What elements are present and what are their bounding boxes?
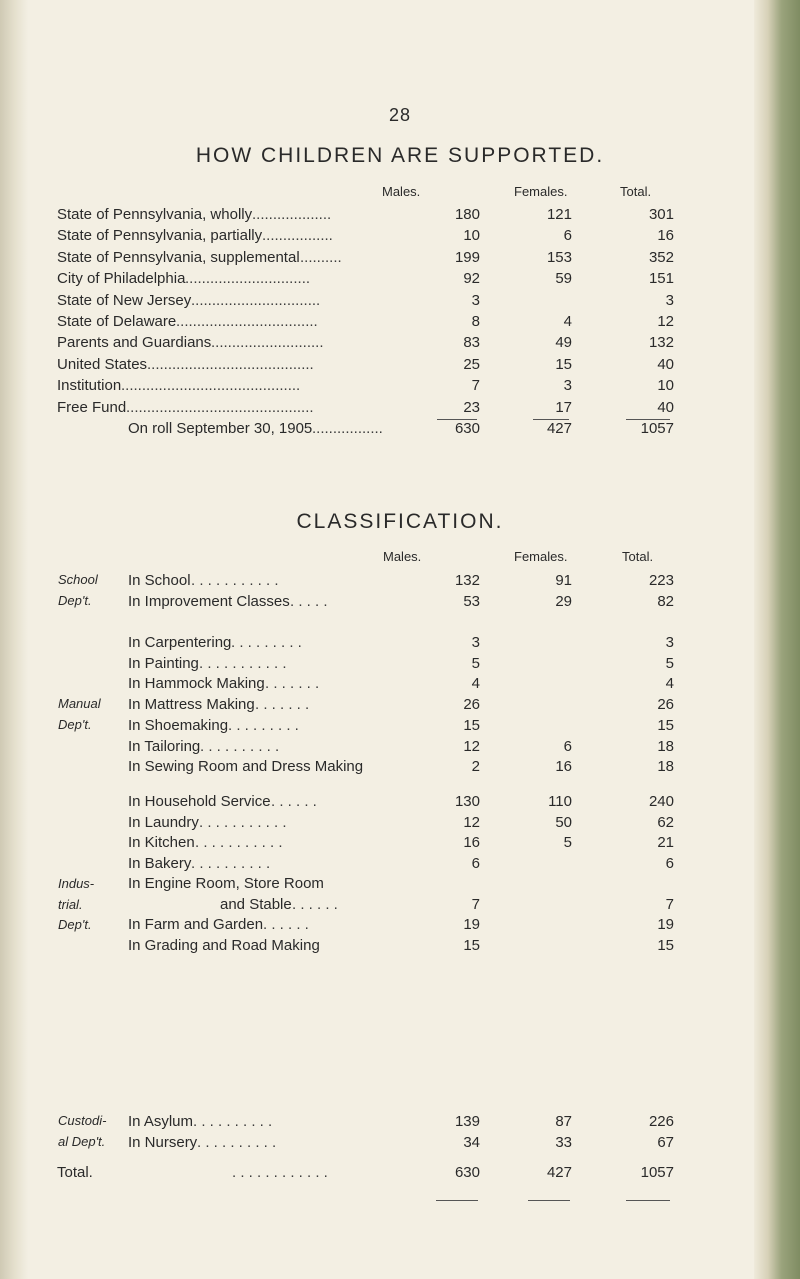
total-value: 223 xyxy=(648,572,674,589)
support-row xyxy=(0,334,800,354)
classification-row xyxy=(0,834,800,854)
males-value: 130 xyxy=(454,793,480,810)
classification-row xyxy=(0,896,800,916)
leader-dots: . . . . . . . . . . . xyxy=(195,834,283,851)
classification-row xyxy=(0,1113,800,1133)
row-label: State of Pennsylvania, supplemental xyxy=(57,248,300,266)
males-value: 34 xyxy=(463,1133,480,1151)
total-value: 3 xyxy=(665,291,674,309)
row-label: In Shoemaking xyxy=(128,716,229,734)
classification-row xyxy=(0,758,800,778)
row-label: Parents and Guardians xyxy=(57,334,212,352)
row-label: State of Delaware xyxy=(57,313,177,330)
total-rule-females xyxy=(528,1200,570,1201)
classification-row xyxy=(0,793,800,813)
females-value: 50 xyxy=(555,813,572,831)
males-value: 2 xyxy=(471,758,480,776)
col-header-total-2: Total. xyxy=(622,549,654,564)
col-header-males: Males. xyxy=(382,184,421,199)
row-label: In Household Service xyxy=(128,793,271,810)
col-header-males-2: Males. xyxy=(383,549,422,564)
females-value: 59 xyxy=(555,270,572,288)
classification-row xyxy=(0,1134,800,1154)
females-value: 110 xyxy=(548,793,572,810)
department-label: School xyxy=(58,572,98,587)
total-value: 352 xyxy=(648,248,674,266)
males-value: 6 xyxy=(471,854,480,872)
leader-dots: . . . . . . xyxy=(263,916,309,933)
row-label: In Hammock Making xyxy=(128,675,265,693)
total-value: 1057 xyxy=(640,420,674,437)
females-value: 3 xyxy=(563,377,572,395)
leader-dots: . . . . . . . . . . . xyxy=(199,813,287,831)
males-value: 15 xyxy=(463,716,480,734)
support-row xyxy=(0,270,800,290)
section-title-classification: CLASSIFICATION. xyxy=(296,510,504,533)
classification-row xyxy=(0,655,800,675)
department-label: Dep't. xyxy=(58,592,92,608)
leader-dots: . . . . . . . . . xyxy=(228,716,299,734)
males-value: 92 xyxy=(463,270,480,288)
total-value: 132 xyxy=(648,334,674,352)
females-value: 15 xyxy=(555,355,572,373)
total-value: 240 xyxy=(648,793,674,810)
leader-dots: . . . . . . . . . . . . xyxy=(232,1164,328,1181)
row-label: In Engine Room, Store Room xyxy=(128,875,324,892)
males-value: 16 xyxy=(463,834,480,851)
classification-row xyxy=(0,717,800,737)
support-row xyxy=(0,227,800,247)
males-value: 53 xyxy=(463,592,480,610)
males-value: 7 xyxy=(471,895,480,913)
leader-dots: ............................... xyxy=(191,291,321,309)
total-value: 5 xyxy=(665,654,674,672)
classification-row xyxy=(0,634,800,654)
row-label: In Nursery xyxy=(128,1133,198,1151)
row-label: City of Philadelphia xyxy=(57,270,186,288)
row-label: State of Pennsylvania, wholly xyxy=(57,206,253,223)
page-number: 28 xyxy=(388,105,412,125)
department-label: Dep't. xyxy=(58,716,92,732)
row-label: In Improvement Classes xyxy=(128,592,290,610)
leader-dots: ................. xyxy=(262,227,333,245)
males-value: 199 xyxy=(454,248,480,266)
males-value: 139 xyxy=(454,1113,480,1130)
support-row xyxy=(0,313,800,333)
row-label: In Kitchen xyxy=(128,834,195,851)
support-row xyxy=(0,206,800,226)
sum-rule-total xyxy=(626,419,670,420)
row-label: In School xyxy=(128,572,191,589)
total-value: 15 xyxy=(657,716,674,734)
row-label: In Tailoring xyxy=(128,737,201,755)
support-row xyxy=(0,399,800,419)
males-value: 26 xyxy=(463,696,480,714)
sum-rule-females xyxy=(533,419,569,420)
total-value: 82 xyxy=(657,592,674,610)
total-value: 18 xyxy=(657,737,674,755)
row-label: State of Pennsylvania, partially xyxy=(57,227,263,245)
total-rule-males xyxy=(436,1200,478,1201)
department-label: trial. xyxy=(58,896,83,912)
total-value: 151 xyxy=(648,270,674,288)
col-header-females-2: Females. xyxy=(514,549,568,564)
males-value: 4 xyxy=(471,675,480,693)
classification-row xyxy=(0,696,800,716)
males-value: 180 xyxy=(454,206,480,223)
females-value: 6 xyxy=(563,227,572,245)
leader-dots: .................................. xyxy=(176,313,318,330)
males-value: 3 xyxy=(471,634,480,651)
females-value: 17 xyxy=(555,398,572,416)
males-value: 15 xyxy=(463,936,480,954)
col-header-females: Females. xyxy=(514,184,568,199)
leader-dots: . . . . . . . . . . . xyxy=(199,654,287,672)
support-row xyxy=(0,377,800,397)
females-value: 33 xyxy=(555,1133,572,1151)
females-value: 4 xyxy=(563,313,572,330)
department-label: Dep't. xyxy=(58,917,92,932)
sum-rule-males xyxy=(437,419,477,420)
department-label: al Dep't. xyxy=(58,1133,106,1149)
leader-dots: . . . . . . . . . . xyxy=(191,854,271,872)
leader-dots: . . . . . . . . . . xyxy=(200,737,280,755)
males-value: 630 xyxy=(454,1164,480,1181)
col-header-total: Total. xyxy=(620,184,652,199)
leader-dots: ........................................ xyxy=(147,355,314,373)
females-value: 49 xyxy=(555,334,572,352)
row-label: In Mattress Making xyxy=(128,696,255,714)
leader-dots: . . . . . . . . . . . xyxy=(191,572,279,589)
row-label: On roll September 30, 1905 xyxy=(128,420,313,437)
males-value: 3 xyxy=(471,291,480,309)
males-value: 5 xyxy=(471,654,480,672)
classification-row xyxy=(0,916,800,936)
total-value: 10 xyxy=(657,377,674,395)
leader-dots: . . . . . . . . . . xyxy=(193,1113,273,1130)
males-value: 12 xyxy=(463,813,480,831)
row-label: In Grading and Road Making xyxy=(128,936,320,954)
total-value: 16 xyxy=(657,227,674,245)
total-value: 6 xyxy=(665,854,674,872)
males-value: 12 xyxy=(463,737,480,755)
total-value: 1057 xyxy=(640,1164,674,1181)
total-value: 67 xyxy=(657,1133,674,1151)
leader-dots: ................... xyxy=(252,206,332,223)
classification-row xyxy=(0,593,800,613)
total-value: 301 xyxy=(648,206,674,223)
males-value: 630 xyxy=(454,420,480,437)
total-value: 21 xyxy=(657,834,674,851)
leader-dots: . . . . . . . . . . xyxy=(197,1133,277,1151)
total-value: 12 xyxy=(657,313,674,330)
males-value: 23 xyxy=(463,398,480,416)
leader-dots: . . . . . . . xyxy=(265,675,320,693)
males-value: 19 xyxy=(463,916,480,933)
department-label: Custodi- xyxy=(58,1113,107,1128)
total-value: 40 xyxy=(657,398,674,416)
leader-dots: ........................................... xyxy=(121,377,301,395)
total-label: Total. xyxy=(57,1164,93,1181)
leader-dots: . . . . . xyxy=(290,592,328,610)
row-label: and Stable xyxy=(220,895,292,913)
row-label: In Painting xyxy=(128,654,199,672)
males-value: 25 xyxy=(463,355,480,373)
females-value: 153 xyxy=(546,248,572,266)
classification-row xyxy=(0,937,800,957)
classification-row xyxy=(0,875,800,895)
females-value: 6 xyxy=(563,737,572,755)
females-value: 16 xyxy=(555,758,572,776)
males-value: 10 xyxy=(463,227,480,245)
leader-dots: .............................. xyxy=(185,270,311,288)
row-label: Institution xyxy=(57,377,122,395)
support-row xyxy=(0,292,800,312)
row-label: In Carpentering xyxy=(128,634,232,651)
females-value: 121 xyxy=(546,206,572,223)
support-summary-row xyxy=(0,420,800,440)
department-label: Indus- xyxy=(58,876,95,891)
females-value: 427 xyxy=(546,1164,572,1181)
males-value: 83 xyxy=(463,334,480,352)
support-row xyxy=(0,249,800,269)
department-label: Manual xyxy=(58,696,101,711)
total-value: 19 xyxy=(657,916,674,933)
row-label: State of New Jersey xyxy=(57,291,192,309)
row-label: United States xyxy=(57,355,148,373)
total-value: 3 xyxy=(665,634,674,651)
leader-dots: .......... xyxy=(300,248,342,266)
total-value: 40 xyxy=(657,355,674,373)
classification-row xyxy=(0,572,800,592)
row-label: In Laundry xyxy=(128,813,199,831)
total-value: 7 xyxy=(665,895,674,913)
leader-dots: . . . . . . xyxy=(292,895,338,913)
row-label: In Sewing Room and Dress Making xyxy=(128,758,364,776)
females-value: 29 xyxy=(555,592,572,610)
females-value: 91 xyxy=(555,572,572,589)
leader-dots: ........................... xyxy=(211,334,324,352)
classification-row xyxy=(0,675,800,695)
leader-dots: ............................................. xyxy=(126,398,314,416)
leader-dots: . . . . . . . . . xyxy=(231,634,302,651)
support-row xyxy=(0,356,800,376)
males-value: 8 xyxy=(471,313,480,330)
total-value: 226 xyxy=(648,1113,674,1130)
total-value: 26 xyxy=(657,696,674,714)
total-value: 15 xyxy=(657,936,674,954)
total-rule-total xyxy=(626,1200,670,1201)
classification-row xyxy=(0,814,800,834)
row-label: In Asylum xyxy=(128,1113,194,1130)
total-value: 62 xyxy=(657,813,674,831)
females-value: 427 xyxy=(546,420,572,437)
row-label: In Farm and Garden xyxy=(128,916,264,933)
classification-total-row xyxy=(0,1164,800,1184)
leader-dots: . . . . . . . xyxy=(255,696,310,714)
classification-row xyxy=(0,855,800,875)
classification-row xyxy=(0,738,800,758)
females-value: 87 xyxy=(555,1113,572,1130)
row-label: Free Fund xyxy=(57,398,127,416)
females-value: 5 xyxy=(563,834,572,851)
males-value: 7 xyxy=(471,377,480,395)
total-value: 4 xyxy=(665,675,674,693)
males-value: 132 xyxy=(454,572,480,589)
total-value: 18 xyxy=(657,758,674,776)
row-label: In Bakery xyxy=(128,854,192,872)
section-title-support: HOW CHILDREN ARE SUPPORTED. xyxy=(195,144,605,167)
leader-dots: . . . . . . xyxy=(271,793,317,810)
leader-dots: ................. xyxy=(312,420,383,437)
